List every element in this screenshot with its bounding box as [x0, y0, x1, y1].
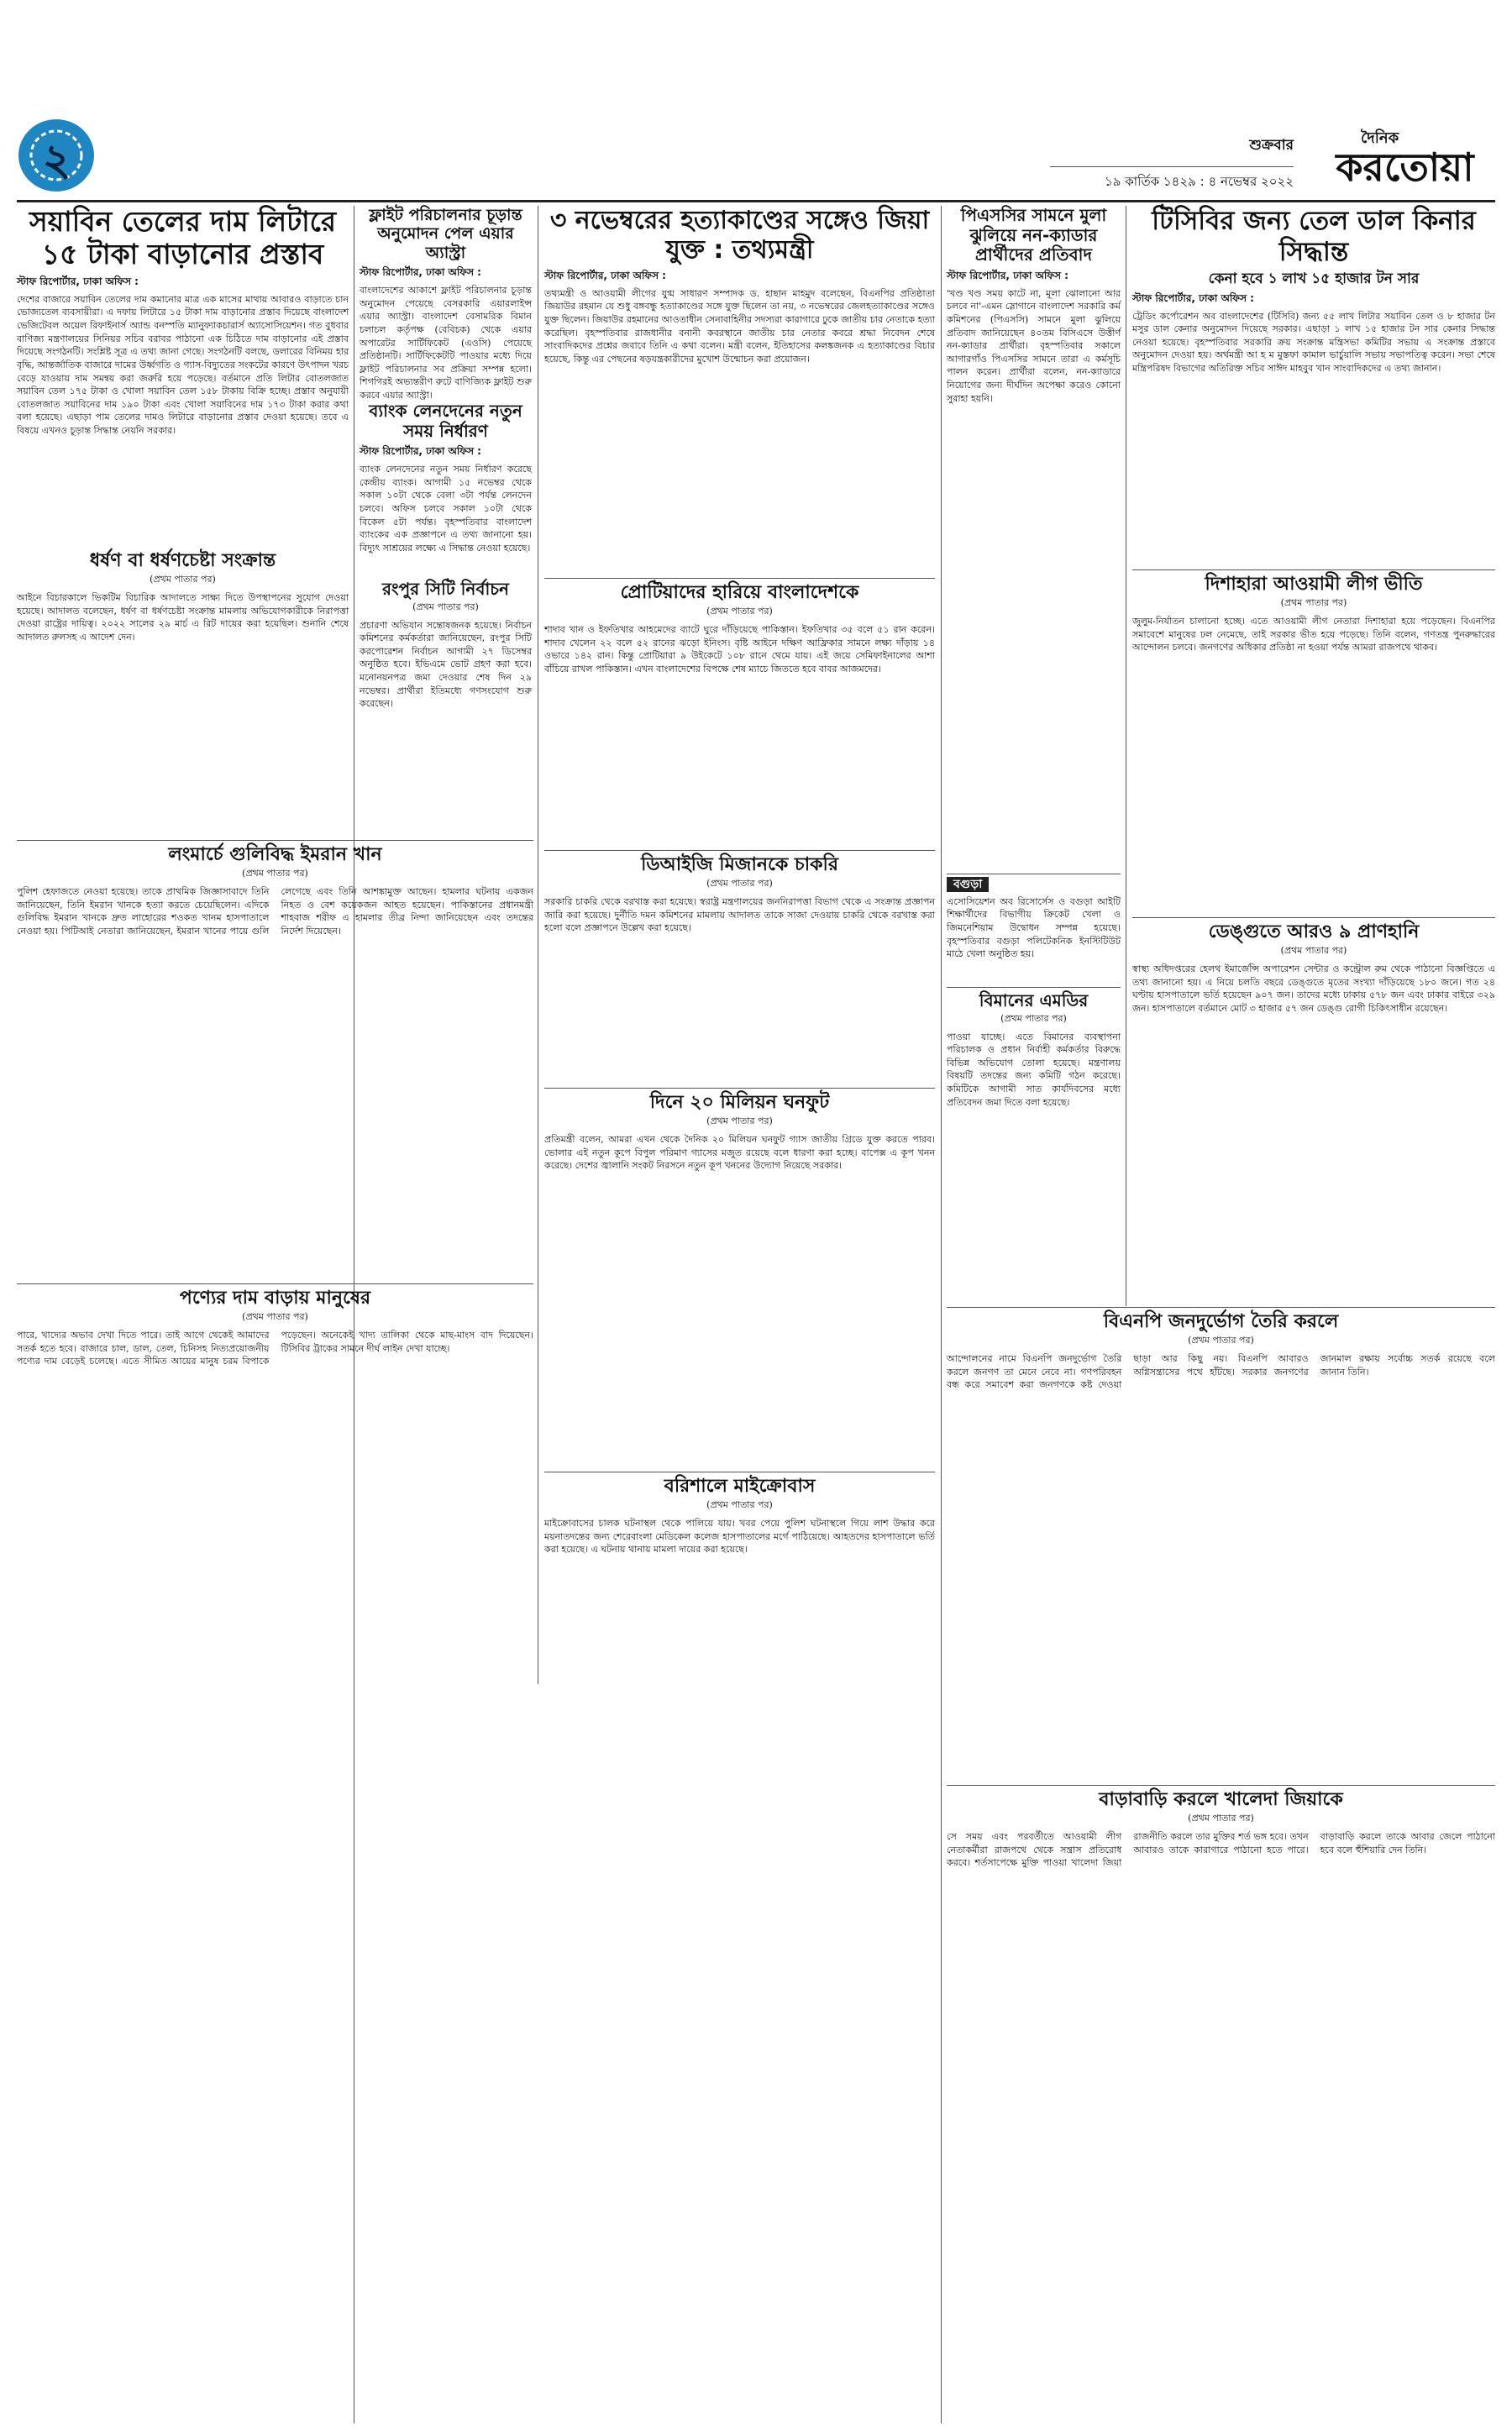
article-body: বাংলাদেশের আকাশে ফ্লাইট পরিচালনার চূড়ান্ত অনুমোদন পেয়েছে বেসরকারি এয়ারলাইন্স এয়ার অ্যাস্ট্রা। বাংলাদেশ বেসামরিক বিমান চলাচল কর্তৃপক্ষ (বেবিচক) থেকে এয়ার অপারেটর সার্টিফিকেট (এওসি) পেয়েছে প্রতিষ্ঠানটি। সার্টিফিকেটটি পাওয়ার মধ্যে দিয়ে ফ্লাইট পরিচালনার সব প্রক্রিয়া সম্পন্ন হলো। শিগগিরই অভ্যন্তরীণ রুটে বাণিজ্যিক ফ্লাইট শুরু করবে এয়ার অ্যাস্ট্রা। [360, 285, 532, 402]
continued-label: (প্রথম পাতার পর) [242, 867, 308, 879]
continued-label: (প্রথম পাতার পর) [150, 573, 216, 585]
headline: সয়াবিন তেলের দাম লিটারে ১৫ টাকা বাড়ানোর প্রস্তাব [29, 205, 337, 270]
masthead-date: ১৯ কার্তিক ১৪২৯ : ৪ নভেম্বর ২০২২ [1105, 174, 1294, 189]
article-bogura-brief [947, 874, 1121, 983]
article-awami-league-fear [1132, 574, 1495, 914]
article-body: ব্যাংক লেনদেনের নতুন সময় নির্ধারণ করেছে কেন্দ্রীয় ব্যাংক। আগামী ১৫ নভেম্বর থেকে সকাল ১০টা থেকে বেলা ৩টা পর্যন্ত লেনদেন চলবে। অফিস চলবে সকাল ১০টা থেকে বিকেল ৫টা পর্যন্ত। বৃহস্পতিবার বাংলাদেশ ব্যাংকের এক প্রজ্ঞাপনে এ তথ্য জানানো হয়। বিদ্যুৎ সাশ্রয়ের লক্ষ্যে এ সিদ্ধান্ত নেওয়া হয়েছে। [360, 464, 532, 554]
continued-label: (প্রথম পাতার পর) [1188, 1812, 1254, 1824]
continued-label: (প্রথম পাতার পর) [412, 601, 479, 612]
article-rape-case [17, 550, 349, 836]
headline: রংপুর সিটি নির্বাচন [382, 579, 509, 599]
headline: দিশাহারা আওয়ামী লীগ ভীতি [1205, 574, 1423, 595]
continued-label: (প্রথম পাতার পর) [1188, 1334, 1254, 1346]
headline: ফ্লাইট পরিচালনার চূড়ান্ত অনুমোদন পেল এয়ার অ্যাস্ট্রা [369, 206, 522, 262]
article-psc-protest [947, 206, 1121, 869]
headline: ডিআইজি মিজানকে চাকরি [641, 854, 838, 875]
headline: ডেঙ্গুতে আরও ৯ প্রাণহানি [1208, 921, 1420, 942]
article-body: পাওয়া যাচ্ছে। এতে বিমানের ব্যবস্থাপনা পরিচালক ও প্রধান নির্বাহী কর্মকর্তার বিরুদ্ধে বিভিন্ন অভিযোগ তোলা হয়েছে। মন্ত্রণালয় বিষয়টি তদন্তের জন্য কমিটি গঠন করেছে। কমিটিকে আগামী সাত কার্যদিবসের মধ্যে প্রতিবেদন জমা দিতে বলা হয়েছে। [947, 1031, 1121, 1108]
article-body: আন্দোলনের নামে বিএনপি জনদুর্ভোগ তৈরি করলে জনগণ তা মেনে নেবে না। গণপরিবহন বন্ধ করে সমাবেশ করা জনগণকে কষ্ট দেওয়া ছাড়া আর কিছু নয়। বিএনপি আবারও অগ্নিসন্ত্রাসের পথে হাঁটছে। সরকার জনগণের জানমাল রক্ষায় সর্বোচ্চ সতর্ক রয়েছে বলে জানান তিনি। [947, 1352, 1495, 1391]
article-protea-defeat [544, 582, 935, 847]
article-body: 'খণ্ড খণ্ড সময় কাটে না, মূলা ঝোলানো আর চলবে না'-এমন স্লোগানে বাংলাদেশ সরকারি কর্ম কমিশনের (পিএসসি) সামনে মুলা ঝুলিয়ে প্রতিবাদ জানিয়েছেন ৪০তম বিসিএসে উত্তীর্ণ নন-ক্যাডার প্রার্থীরা। বৃহস্পতিবার সকালে আগারগাঁও পিএসসির সামনে তারা এ কর্মসূচি পালন করেন। প্রার্থীরা বলেন, নন-ক্যাডারে নিয়োগের জন্য দীর্ঘদিন অপেক্ষা করেও কোনো সুরাহা হয়নি। [947, 287, 1121, 404]
headline: দিনে ২০ মিলিয়ন ঘনফুট [649, 1092, 830, 1113]
section-rule [17, 1283, 533, 1284]
article-gas-supply [544, 1092, 935, 1470]
bogura-label: বগুড়া [947, 877, 989, 892]
article-body: পারে, খাদ্যের অভাব দেখা দিতে পারে। তাই আগে থেকেই আমাদের সতর্ক হতে হবে। বাজারে চাল, ডাল, তেল, চিনিসহ নিত্যপ্রয়োজনীয় পণ্যের দাম বেড়েই চলেছে। এতে সীমিত আয়ের মানুষ চরম বিপাকে পড়েছেন। অনেকেই খাদ্য তালিকা থেকে মাছ-মাংস বাদ দিয়েছেন। টিসিবির ট্রাকের সামনে দীর্ঘ লাইন দেখা যাচ্ছে। [17, 1329, 533, 1367]
headline: প্রোটিয়াদের হারিয়ে বাংলাদেশকে [620, 582, 859, 603]
headline: বিমানের এমডির [979, 990, 1089, 1010]
page-number: ২ [42, 135, 71, 186]
masthead-divider [1050, 166, 1294, 167]
section-rule [544, 850, 935, 851]
article-body: পুলিশ হেফাজতে নেওয়া হয়েছে। তাকে প্রাথমিক জিজ্ঞাসাবাদে তিনি জানিয়েছেন, তিনি ইমরান খানকে হত্যা করতে চেয়েছিলেন। এদিকে গুলিবিদ্ধ ইমরান খানকে দ্রুত লাহোরের শওকত খানম হাসপাতালে নেওয়া হয়। পিটিআই নেতারা জানিয়েছেন, ইমরান খানের পায়ে গুলি লেগেছে এবং তিনি আশঙ্কামুক্ত আছেন। হামলার ঘটনায় একজন নিহত ও বেশ কয়েকজন আহত হয়েছেন। পাকিস্তানের প্রধানমন্ত্রী শাহবাজ শরীফ এ হামলার তীব্র নিন্দা জানিয়েছেন এবং তদন্তের নির্দেশ দিয়েছেন। [17, 885, 533, 937]
section-rule [1132, 569, 1495, 570]
article-tcb-purchase [1132, 206, 1495, 567]
column-divider [941, 206, 942, 2423]
continued-label: (প্রথম পাতার পর) [706, 877, 773, 889]
article-dig-mizan [544, 854, 935, 1085]
section-rule [544, 578, 935, 579]
article-nov3-killing [544, 206, 935, 575]
article-biman-md [947, 987, 1121, 1302]
article-body: আইনে বিচারকালে ভিকটিম বিচারিক আদালতে সাক্ষ্য দিতে উপস্থাপনের সুযোগ দেওয়া হয়েছে। আদালত বলেছেন, ধর্ষণ বা ধর্ষণচেষ্টা সংক্রান্ত মামলায় অভিযোগকারীকে নিরাপত্তা দেওয়া রাষ্ট্রের দায়িত্ব। ২০২২ সালের ২৯ মার্চ এ রিট দায়ের করা হয়েছিল। শুনানি শেষে আদালত রুলসহ এ আদেশ দেন। [17, 591, 349, 643]
article-commodity-prices [17, 1288, 533, 1674]
article-body: দেশের বাজারে সয়াবিন তেলের দাম কমানোর মাত্র এক মাসের মাথায় আবারও বাড়াতে চান ভোজ্যতেল ব্যবসায়ীরা। এ দফায় লিটারে ১৫ টাকা দাম বাড়ানোর প্রস্তাব দিয়েছে বাংলাদেশ ভেজিটেবল অয়েল রিফাইনার্স অ্যান্ড বনস্পতি ম্যানুফ্যাকচারার্স অ্যাসোসিয়েশন। গত বুধবার বাণিজ্য মন্ত্রণালয়ের সিনিয়র সচিব বরাবর পাঠানো এক চিঠিতে দাম বাড়ানোর এই প্রস্তাব দিয়েছে সংগঠনটি। সংশ্লিষ্ট সূত্র এ তথ্য জানা গেছে। সংগঠনটি বলছে, ডলারের বিনিময় হার বৃদ্ধি, আন্তর্জাতিক বাজারে দামের উর্ধ্বগতি ও গ্যাস-বিদ্যুতের সংকটের কারণে উৎপাদন খরচ বেড়ে যাওয়ায় দাম সমন্বয় করা জরুরি হয়ে পড়েছে। বর্তমানে প্রতি লিটার বোতলজাত সয়াবিন তেল ১৭৫ টাকা ও খোলা সয়াবিন তেল ১৫৮ টাকায় বিক্রি হচ্ছে। প্রস্তাব অনুযায়ী বোতলজাত সয়াবিনের দাম ১৯০ টাকা এবং খোলা সয়াবিনের দাম ১৭৩ টাকা করার কথা বলা হয়েছে। এছাড়া পাম তেলের দামও লিটারে বাড়ানোর প্রস্তাব দেওয়া হয়েছে। তবে এ বিষয়ে এখনও চূড়ান্ত সিদ্ধান্ত নেয়নি সরকার। [17, 293, 349, 436]
headline: ৩ নভেম্বরের হত্যাকাণ্ডের সঙ্গেও জিয়া যুক্ত : তথ্যমন্ত্রী [549, 206, 930, 265]
masthead-rule [17, 200, 1495, 202]
section-rule [947, 1307, 1495, 1308]
section-rule [17, 840, 533, 841]
section-label [947, 878, 1121, 892]
article-imran-khan [17, 844, 533, 1281]
article-body: স্বাস্থ্য অধিদপ্তরের হেলথ ইমার্জেন্সি অপারেশন সেন্টার ও কন্ট্রোল রুম থেকে পাঠানো বিজ্ঞপ্তিতে এ তথ্য জানানো হয়। এ নিয়ে চলতি বছরে ডেঙ্গুতে মৃতের সংখ্যা দাঁড়িয়েছে ১৮০ জনে। গত ২৪ ঘণ্টায় হাসপাতালে ভর্তি হয়েছেন ৯০৭ জন। তাদের মধ্যে ঢাকায় ৫৭৮ জন এবং ঢাকার বাইরে ৩২৯ জন। হাসপাতালে বর্তমানে মোট ৩ হাজার ৫৭ জন ডেঙ্গু রোগী চিকিৎসাধীন রয়েছেন। [1132, 963, 1495, 1014]
headline: পণ্যের দাম বাড়ায় মানুষের [179, 1288, 371, 1309]
headline: বাড়াবাড়ি করলে খালেদা জিয়াকে [1099, 1789, 1343, 1810]
byline: স্টাফ রিপোর্টার, ঢাকা অফিস : [360, 266, 481, 279]
article-body: সে সময় এবং পরবর্তীতে আওয়ামী লীগ নেতাকর্মীরা রাজপথে থেকে সন্ত্রাস প্রতিরোধ করবে। শর্তসাপেক্ষে মুক্তি পাওয়া খালেদা জিয়া রাজনীতি করলে তার মুক্তির শর্ত ভঙ্গ হবে। তখন আবারও তাকে কারাগারে পাঠানো হতে পারে। বাড়াবাড়ি করলে তাকে আবার জেলে পাঠানো হবে বলে হুঁশিয়ারি দেন তিনি। [947, 1830, 1495, 1869]
page-number-badge [17, 118, 97, 193]
byline: স্টাফ রিপোর্টার, ঢাকা অফিস : [947, 269, 1068, 281]
masthead-day: শুক্রবার [1249, 137, 1294, 154]
section-rule [947, 1785, 1495, 1786]
continued-label: (প্রথম পাতার পর) [706, 1115, 773, 1126]
continued-label: (প্রথম পাতার পর) [242, 1310, 308, 1322]
article-body: প্রতিমন্ত্রী বলেন, আমরা এখন থেকে দৈনিক ২০ মিলিয়ন ঘনফুট গ্যাস জাতীয় গ্রিডে যুক্ত করতে পারব। ভোলার এই নতুন কূপে বিপুল পরিমাণ গ্যাসের মজুত রয়েছে বলে ধারণা করা হচ্ছে। বাপেক্স এ কূপ খনন করেছে। দেশের জ্বালানি সংকট নিরসনে নতুন কূপ খননের উদ্যোগ নিয়েছে সরকার। [544, 1133, 935, 1172]
article-barishal-microbus [544, 1476, 935, 1682]
article-body: এসোসিয়েশন অব রিসোর্সেস ও বগুড়া আইটি শিক্ষার্থীদের বিভাগীয় ক্রিকেট খেলা ও জিমনেশিয়াম উদ্বোধন সম্পন্ন হয়েছে। বৃহস্পতিবার বগুড়া পলিটেকনিক ইনস্টিটিউট মাঠে খেলা অনুষ্ঠিত হয়। [947, 895, 1121, 960]
continued-label: (প্রথম পাতার পর) [706, 1498, 773, 1510]
article-bank-hours [360, 402, 532, 574]
headline: পিএসসির সামনে মুলা ঝুলিয়ে নন-ক্যাডার প্রার্থীদের প্রতিবাদ [960, 205, 1107, 265]
section-rule [544, 1088, 935, 1089]
article-body: জুলুম-নির্যাতন চালানো হচ্ছে। এতে আওয়ামী লীগ নেতারা দিশাহারা হয়ে পড়েছেন। বিএনপির সমাবেশে মানুষের ঢল নেমেছে, তাই সরকার ভীত হয়ে পড়েছে। তিনি বলেন, গণতন্ত্র পুনরুদ্ধারের আন্দোলন চলবে। জনগণের অধিকার প্রতিষ্ঠা না হওয়া পর্যন্ত আমরা রাজপথে থাকব। [1132, 615, 1495, 653]
byline: স্টাফ রিপোর্টার, ঢাকা অফিস : [544, 269, 666, 281]
byline: স্টাফ রিপোর্টার, ঢাকা অফিস : [17, 275, 139, 287]
article-body: শাদাব খান ও ইফতিখার আহমেদের ব্যাটে ঘুরে দাঁড়িয়েছে পাকিস্তান। ইফতিখার ৩৫ বলে ৫১ রান করেন। শাদাব খেলেন ২২ বলে ৫২ রানের ঝড়ো ইনিংস। বৃষ্টি আইনে দক্ষিণ আফ্রিকার সামনে লক্ষ্য দাঁড়ায় ১৪ ওভারে ১৪২ রান। কিন্তু প্রোটিয়ারা ৯ উইকেটে ১০৮ রানে থেমে যায়। এই জয়ে সেমিফাইনালের আশা বাঁচিয়ে রাখল পাকিস্তান। এখন বাংলাদেশের বিপক্ষে শেষ ম্যাচে জিততে হবে বাবর আজমদের। [544, 623, 935, 674]
masthead-paper-small: দৈনিক [1361, 129, 1399, 147]
article-body: প্রচারণা অভিযান সন্তোষজনক হয়েছে। নির্বাচন কমিশনের কর্মকর্তারা জানিয়েছেন, রংপুর সিটি করপোরেশন নির্বাচন আগামী ২৭ ডিসেম্বর অনুষ্ঠিত হবে। ইভিএমে ভোট গ্রহণ করা হবে। মনোনয়নপত্র জমা দেওয়ার শেষ দিন ২৯ নভেম্বর। প্রার্থীরা ইতিমধ্যে গণসংযোগ শুরু করেছেন। [360, 619, 532, 710]
headline: লংমার্চে গুলিবিদ্ধ ইমরান খান [168, 844, 382, 865]
article-rangpur-election [360, 580, 532, 832]
article-khaleda-zia [947, 1789, 1495, 2419]
headline: ব্যাংক লেনদেনের নতুন সময় নির্ধারণ [369, 401, 522, 441]
continued-label: (প্রথম পাতার পর) [1000, 1012, 1067, 1024]
newspaper-logo: করতোয়া [1336, 144, 1474, 190]
headline: বিএনপি জনদুর্ভোগ তৈরি করলে [1103, 1311, 1339, 1332]
byline: স্টাফ রিপোর্টার, ঢাকা অফিস : [1132, 291, 1254, 304]
continued-label: (প্রথম পাতার পর) [1280, 596, 1347, 608]
article-air-astra [360, 206, 532, 402]
article-dengue-deaths [1132, 921, 1495, 1304]
article-bnp-suffering [947, 1311, 1495, 1782]
article-body: মাইক্রোবাসের চালক ঘটনাস্থল থেকে পালিয়ে যায়। খবর পেয়ে পুলিশ ঘটনাস্থলে গিয়ে লাশ উদ্ধার করে ময়নাতদন্তের জন্য শেরেবাংলা মেডিকেল কলেজ হাসপাতালের মর্গে পাঠিয়েছে। আহতদের হাসপাতালে ভর্তি করা হয়েছে। এ ঘটনায় থানায় মামলা দায়ের করা হয়েছে। [544, 1517, 935, 1556]
article-body: তথ্যমন্ত্রী ও আওয়ামী লীগের যুগ্ম সাধারণ সম্পাদক ড. হাছান মাহমুদ বলেছেন, বিএনপির প্রতিষ্ঠাতা জিয়াউর রহমান যে শুধু বঙ্গবন্ধু হত্যাকাণ্ডের সঙ্গে যুক্ত ছিলেন তা নয়, ৩ নভেম্বরের জেলহত্যাকাণ্ডের সঙ্গেও যুক্ত ছিলেন। জিয়াউর রহমানের আওতাধীন সেনাবাহিনীর সদস্যরা কারাগারে ঢুকে জাতীয় চার নেতাকে হত্যা করেছিল। বৃহস্পতিবার রাজধানীর বনানী কবরস্থানে জাতীয় চার নেতার কবরে শ্রদ্ধা নিবেদন শেষে সাংবাদিকদের প্রশ্নের জবাবে তিনি এ কথা বলেন। মন্ত্রী বলেন, ইতিহাসের কলঙ্কজনক এ হত্যাকাণ্ডের বিচার হয়েছে, কিন্তু এর পেছনের ষড়যন্ত্রকারীদের মুখোশ উন্মোচন করা প্রয়োজন। [544, 287, 935, 365]
continued-label: (প্রথম পাতার পর) [706, 605, 773, 617]
continued-label: (প্রথম পাতার পর) [1280, 944, 1347, 956]
article-body: ট্রেডিং কর্পোরেশন অব বাংলাদেশের (টিসিবি) জন্য ৫৫ লাখ লিটার সয়াবিন তেল ও ৮ হাজার টন মসুর ডাল কেনার অনুমোদন দিয়েছে সরকার। এছাড়া ১ লাখ ১৫ হাজার টন সার কেনার সিদ্ধান্ত নেওয়া হয়েছে। বৃহস্পতিবার সরকারি ক্রয় সংক্রান্ত মন্ত্রিসভা কমিটির সভায় এ সংক্রান্ত প্রস্তাবে অনুমোদন দেওয়া হয়। অর্থমন্ত্রী আ হ ম মুস্তফা কামাল ভার্চুয়ালি সভায় সভাপতিত্ব করেন। সভা শেষে মন্ত্রিপরিষদ বিভাগের অতিরিক্ত সচিব সাঈদ মাহবুব খান সাংবাদিকদের এ তথ্য জানান। [1132, 310, 1495, 374]
byline: স্টাফ রিপোর্টার, ঢাকা অফিস : [360, 445, 481, 458]
article-soybean-oil [17, 206, 349, 542]
headline: ধর্ষণ বা ধর্ষণচেষ্টা সংক্রান্ত [89, 550, 276, 571]
headline: বরিশালে মাইক্রোবাস [664, 1476, 816, 1497]
section-rule [1132, 917, 1495, 918]
article-body: সরকারি চাকরি থেকে বরখাস্ত করা হয়েছে। স্বরাষ্ট্র মন্ত্রণালয়ের জননিরাপত্তা বিভাগ থেকে এ সংক্রান্ত প্রজ্ঞাপন জারি করা হয়েছে। দুর্নীতি দমন কমিশনের মামলায় আদালত তাকে সাজা দেওয়ায় চাকরি থেকে বরখাস্ত করা হলো বলে প্রজ্ঞাপনে উল্লেখ করা হয়েছে। [544, 895, 935, 934]
subheadline: কেনা হবে ১ লাখ ১৫ হাজার টন সার [1208, 270, 1420, 288]
headline: টিসিবির জন্য তেল ডাল কিনার সিদ্ধান্ত [1152, 206, 1476, 267]
